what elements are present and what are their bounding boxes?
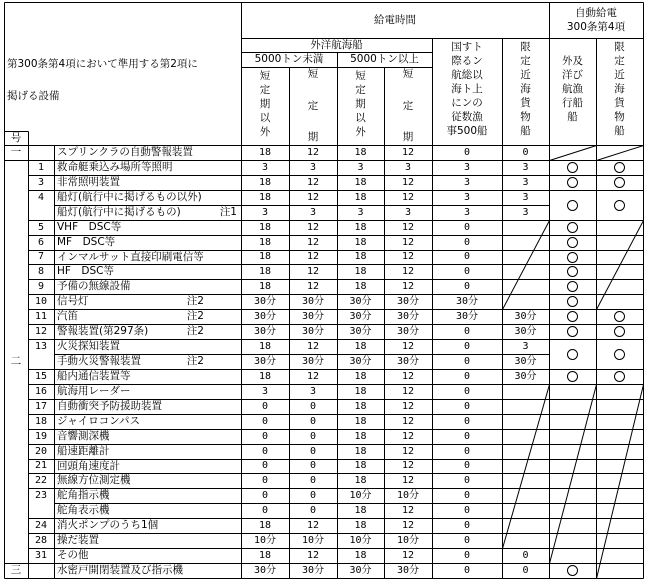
value-cell: 0 [463, 460, 471, 471]
value-cell: 0 [261, 489, 269, 501]
value-cell: 0 [463, 519, 471, 531]
value-cell: 18 [258, 146, 272, 158]
item-number-cell: 10 [34, 295, 48, 307]
header-char: 定 [614, 55, 625, 67]
value-cell: 10分 [253, 534, 277, 546]
header-char: 外 [259, 126, 271, 138]
value-cell: 18 [354, 549, 367, 561]
item-number-cell: 8 [37, 265, 45, 277]
note-label: 注2 [186, 310, 204, 323]
value-cell: 12 [306, 191, 320, 203]
equipment-name: 回頭角速度計 [57, 459, 120, 472]
value-cell: 18 [354, 221, 367, 233]
value-cell: 0 [309, 415, 317, 427]
value-cell: 18 [354, 146, 367, 158]
item-number-cell: 7 [37, 251, 45, 262]
value-cell: 3 [404, 206, 412, 218]
value-cell: 0 [522, 146, 529, 158]
value-cell: 12 [306, 146, 320, 158]
value-cell: 12 [401, 280, 415, 292]
value-cell: 10分 [349, 489, 372, 501]
ocean-ships-header: 外洋航海船 [310, 38, 363, 51]
value-cell: 3 [261, 161, 269, 173]
equipment-name: 自動衝突予防援助装置 [57, 400, 162, 413]
value-cell: 18 [258, 549, 272, 561]
item-number-cell: 3 [37, 176, 45, 188]
value-cell: 0 [261, 430, 269, 442]
value-cell: 0 [463, 549, 471, 561]
value-cell: 12 [401, 504, 415, 516]
header-char: 定 [402, 99, 414, 112]
value-cell: 30分 [349, 295, 372, 307]
item-number-cell: 31 [34, 549, 48, 561]
value-cell: 12 [306, 221, 320, 233]
value-cell: 3 [522, 340, 529, 352]
value-cell: 3 [404, 161, 412, 173]
header-char: 近 [614, 69, 625, 81]
value-cell: 30分 [301, 310, 325, 322]
header-char: 事500船 [446, 125, 488, 137]
item-number-cell: 9 [37, 280, 45, 292]
value-cell: 0 [522, 549, 529, 561]
equipment-name: 汽笛 [57, 310, 78, 323]
header-char: 期 [402, 131, 414, 143]
value-cell: 30分 [514, 355, 537, 367]
equipment-name: MF DSC等 [57, 236, 116, 249]
item-number-cell: 1 [37, 161, 45, 173]
value-cell: 12 [401, 519, 415, 531]
equipment-name: 警報装置(第297条) [57, 325, 149, 338]
value-cell: 12 [306, 280, 320, 292]
value-cell: 12 [401, 221, 415, 233]
value-cell: 18 [354, 280, 367, 292]
row-label-line2: 掲げる設備 [7, 89, 60, 102]
value-cell: 12 [401, 370, 415, 382]
value-cell: 18 [258, 251, 272, 262]
value-cell: 12 [401, 265, 415, 277]
equipment-name: 船内通信装置等 [57, 370, 131, 383]
item-number-cell: 13 [34, 340, 48, 352]
value-cell: 18 [258, 519, 272, 531]
value-cell: 0 [463, 400, 471, 412]
value-cell: 0 [309, 430, 317, 442]
value-cell: 0 [261, 474, 269, 486]
value-cell: 0 [261, 400, 269, 412]
value-cell: 0 [463, 325, 471, 337]
value-cell: 18 [354, 430, 367, 442]
value-cell: 12 [401, 400, 415, 412]
value-cell: 0 [463, 221, 471, 233]
value-cell: 30分 [253, 325, 277, 337]
value-cell: 30分 [455, 295, 479, 307]
value-cell: 3 [522, 161, 529, 173]
value-cell: 18 [354, 400, 367, 412]
value-cell: 30分 [514, 310, 537, 322]
value-cell: 18 [258, 236, 272, 248]
value-cell: 30分 [514, 325, 537, 337]
value-cell: 0 [261, 460, 269, 471]
value-cell: 3 [522, 176, 529, 188]
header-char: 行船 [562, 97, 583, 109]
value-cell: 30分 [253, 310, 277, 322]
item-number-cell: 22 [34, 474, 48, 486]
value-cell: 30分 [349, 564, 372, 576]
item-number-cell: 18 [34, 415, 48, 427]
value-cell: 12 [401, 460, 415, 471]
header-char: にンの [451, 97, 483, 109]
equipment-name: 手動火災警報装置 [57, 355, 141, 368]
equipment-name: HF DSC等 [57, 265, 115, 278]
header-char: 海 [614, 83, 625, 95]
value-cell: 12 [401, 191, 415, 203]
value-cell: 18 [258, 221, 272, 233]
value-cell: 30分 [396, 310, 420, 322]
note-label: 注2 [186, 325, 204, 338]
value-cell: 0 [463, 534, 471, 546]
value-cell: 18 [258, 370, 272, 382]
value-cell: 0 [463, 415, 471, 427]
header-char: 短 [259, 70, 271, 82]
value-cell: 0 [463, 445, 471, 457]
item-number-cell: 4 [37, 191, 45, 203]
value-cell: 0 [463, 236, 471, 248]
value-cell: 18 [258, 280, 272, 292]
item-number-cell: 16 [34, 385, 48, 397]
equipment-name: 無線方位測定機 [57, 474, 131, 487]
equipment-name: 火災探知装置 [57, 340, 120, 353]
value-cell: 18 [354, 445, 367, 457]
value-cell: 0 [463, 355, 471, 367]
value-cell: 18 [354, 504, 367, 516]
value-cell: 12 [401, 251, 415, 262]
value-cell: 12 [306, 370, 320, 382]
value-cell: 12 [401, 340, 415, 352]
value-cell: 3 [357, 206, 364, 218]
value-cell: 0 [463, 251, 471, 262]
value-cell: 3 [522, 191, 529, 203]
item-number-cell: 15 [34, 370, 48, 382]
value-cell: 30分 [396, 355, 420, 367]
value-cell: 12 [401, 385, 415, 397]
value-cell: 3 [261, 206, 269, 218]
header-char: 外及 [562, 55, 583, 67]
go-cell: 三 [10, 564, 22, 577]
over-5000-header: 5000トン以上 [350, 53, 419, 66]
auto-supply-ref: 300条第4項 [566, 21, 626, 33]
equipment-name: VHF DSC等 [57, 221, 122, 234]
value-cell: 12 [401, 236, 415, 248]
value-cell: 0 [522, 564, 529, 576]
value-cell: 0 [463, 489, 471, 501]
value-cell: 30分 [349, 355, 372, 367]
value-cell: 10分 [396, 489, 420, 501]
equipment-name: 舵角指示機 [57, 489, 110, 502]
value-cell: 18 [354, 415, 367, 427]
value-cell: 0 [463, 340, 471, 352]
value-cell: 12 [401, 146, 415, 158]
supply-time-header: 給電時間 [374, 13, 416, 26]
item-number-cell: 12 [34, 325, 48, 337]
header-char: 船 [520, 125, 531, 137]
equipment-name: 音響測深機 [57, 430, 110, 443]
equipment-name: 操だ装置 [57, 534, 99, 547]
header-char: 貨 [614, 97, 625, 109]
equipment-name: ジャイロコンパス [57, 415, 141, 428]
value-cell: 12 [401, 445, 415, 457]
item-number-cell: 5 [37, 221, 45, 233]
header-char: 船 [567, 111, 578, 123]
value-cell: 12 [306, 251, 320, 262]
equipment-name: 非常照明装置 [57, 176, 120, 189]
value-cell: 0 [309, 474, 317, 486]
value-cell: 0 [309, 489, 317, 501]
value-cell: 0 [463, 265, 471, 277]
value-cell: 30分 [301, 325, 325, 337]
value-cell: 12 [306, 519, 320, 531]
header-char: 以 [355, 112, 366, 124]
value-cell: 18 [354, 251, 367, 262]
go-cell: 二 [10, 355, 22, 368]
value-cell: 30分 [301, 564, 325, 576]
value-cell: 12 [306, 549, 320, 561]
equipment-name: 水密戸開閉装置及び指示機 [57, 564, 183, 577]
equipment-name: 予備の無線設備 [57, 280, 131, 293]
value-cell: 12 [401, 430, 415, 442]
value-cell: 30分 [349, 310, 372, 322]
value-cell: 12 [306, 176, 320, 188]
item-number-cell: 20 [34, 445, 48, 457]
value-cell: 0 [463, 370, 471, 382]
note-label: 注2 [186, 295, 204, 308]
item-number-cell: 28 [34, 534, 48, 546]
value-cell: 3 [522, 206, 529, 218]
value-cell: 3 [463, 191, 471, 203]
value-cell: 0 [463, 504, 471, 516]
value-cell: 12 [306, 265, 320, 277]
row-label-line1: 第300条第4項において準用する第2項に [7, 57, 198, 70]
equipment-name: 船灯(航行中に掲げるもの) [57, 206, 181, 219]
value-cell: 0 [309, 400, 317, 412]
header-char: 物 [614, 111, 625, 123]
equipment-name: インマルサット直接印刷電信等 [57, 250, 204, 263]
equipment-name: 船速距離計 [57, 445, 110, 458]
value-cell: 3 [261, 385, 269, 397]
value-cell: 30分 [455, 310, 479, 322]
value-cell: 12 [306, 340, 320, 352]
header-char: 貨 [520, 97, 531, 109]
value-cell: 0 [309, 445, 317, 457]
value-cell: 3 [463, 161, 471, 173]
equipment-name: 消火ポンプのうち1個 [57, 519, 159, 532]
value-cell: 0 [463, 146, 471, 158]
header-char: 短 [402, 68, 414, 80]
value-cell: 18 [354, 340, 367, 352]
value-cell: 0 [463, 430, 471, 442]
value-cell: 10分 [396, 534, 420, 546]
value-cell: 12 [306, 236, 320, 248]
value-cell: 18 [354, 385, 367, 397]
value-cell: 3 [357, 161, 364, 173]
value-cell: 18 [354, 265, 367, 277]
item-number-cell: 21 [34, 460, 48, 471]
value-cell: 30分 [396, 564, 420, 576]
value-cell: 30分 [253, 295, 277, 307]
header-char: 限 [614, 41, 625, 53]
equipment-name: その他 [57, 549, 89, 562]
value-cell: 0 [463, 385, 471, 397]
value-cell: 3 [463, 206, 471, 218]
value-cell: 12 [401, 474, 415, 486]
value-cell: 18 [354, 191, 367, 203]
equipment-name: 救命艇乗込み場所等照明 [57, 161, 173, 174]
go-cell: 一 [10, 146, 22, 159]
header-char: 洋び [562, 69, 583, 81]
header-char: 外 [355, 126, 366, 138]
value-cell: 0 [261, 504, 269, 516]
header-char: 海ト上 [451, 83, 483, 95]
value-cell: 0 [463, 474, 471, 486]
equipment-name: 舵角表示機 [57, 504, 110, 517]
value-cell: 18 [354, 519, 367, 531]
header-char: 船 [614, 125, 625, 137]
value-cell: 18 [354, 474, 367, 486]
equipment-name: 信号灯 [57, 295, 89, 308]
note-label: 注2 [186, 355, 204, 368]
value-cell: 12 [401, 176, 415, 188]
equipment-name: スプリンクラの自動警報装置 [57, 146, 193, 159]
under-5000-header: 5000トン未満 [254, 53, 324, 66]
item-number-cell: 23 [34, 489, 48, 501]
value-cell: 0 [463, 564, 471, 576]
item-number-cell: 17 [34, 400, 48, 412]
equipment-name: 航海用レーダー [57, 385, 131, 398]
value-cell: 30分 [253, 564, 277, 576]
header-char: 定 [307, 99, 319, 112]
equipment-name: 船灯(航行中に掲げるもの以外) [57, 191, 202, 204]
header-char: 海 [520, 83, 531, 95]
value-cell: 30分 [514, 370, 537, 382]
header-char: 従数漁 [451, 111, 483, 123]
value-cell: 30分 [396, 325, 420, 337]
value-cell: 0 [463, 280, 471, 292]
header-char: 短 [307, 68, 319, 80]
auto-supply-title: 自動給電 [575, 7, 617, 19]
header-char: 近 [520, 69, 531, 81]
header-char: 物 [520, 111, 531, 123]
note-label: 注1 [219, 206, 237, 219]
header-char: 定 [520, 55, 531, 67]
value-cell: 12 [401, 415, 415, 427]
header-char: 国すト [451, 41, 483, 53]
value-cell: 18 [354, 370, 367, 382]
value-cell: 18 [354, 460, 367, 471]
item-number-cell: 24 [34, 519, 48, 531]
value-cell: 30分 [301, 295, 325, 307]
value-cell: 3 [309, 385, 317, 397]
header-char: 際るン [451, 55, 483, 67]
value-cell: 0 [261, 415, 269, 427]
go-header: 号 [10, 131, 22, 144]
header-char: 期 [259, 98, 271, 110]
value-cell: 18 [354, 176, 367, 188]
value-cell: 30分 [301, 355, 325, 367]
header-char: 短 [355, 70, 366, 82]
value-cell: 0 [261, 445, 269, 457]
value-cell: 18 [258, 191, 272, 203]
header-char: 航漁 [562, 83, 583, 95]
item-number-cell: 19 [34, 430, 48, 442]
value-cell: 30分 [396, 295, 420, 307]
value-cell: 10分 [301, 534, 325, 546]
value-cell: 0 [309, 504, 317, 516]
value-cell: 30分 [349, 325, 372, 337]
value-cell: 10分 [349, 534, 372, 546]
header-char: 航総以 [451, 69, 483, 81]
header-char: 以 [259, 112, 271, 124]
header-char: 期 [355, 98, 366, 110]
value-cell: 18 [258, 176, 272, 188]
value-cell: 18 [258, 265, 272, 277]
header-char: 期 [307, 131, 319, 143]
value-cell: 0 [309, 460, 317, 471]
value-cell: 18 [354, 236, 367, 248]
header-char: 限 [520, 41, 531, 53]
header-char: 定 [259, 84, 271, 96]
item-number-cell: 6 [37, 236, 45, 248]
value-cell: 30分 [253, 355, 277, 367]
value-cell: 3 [463, 176, 471, 188]
value-cell: 3 [309, 206, 317, 218]
header-char: 定 [355, 84, 366, 96]
value-cell: 18 [258, 340, 272, 352]
item-number-cell: 11 [34, 310, 48, 322]
value-cell: 3 [309, 161, 317, 173]
value-cell: 12 [401, 549, 415, 561]
